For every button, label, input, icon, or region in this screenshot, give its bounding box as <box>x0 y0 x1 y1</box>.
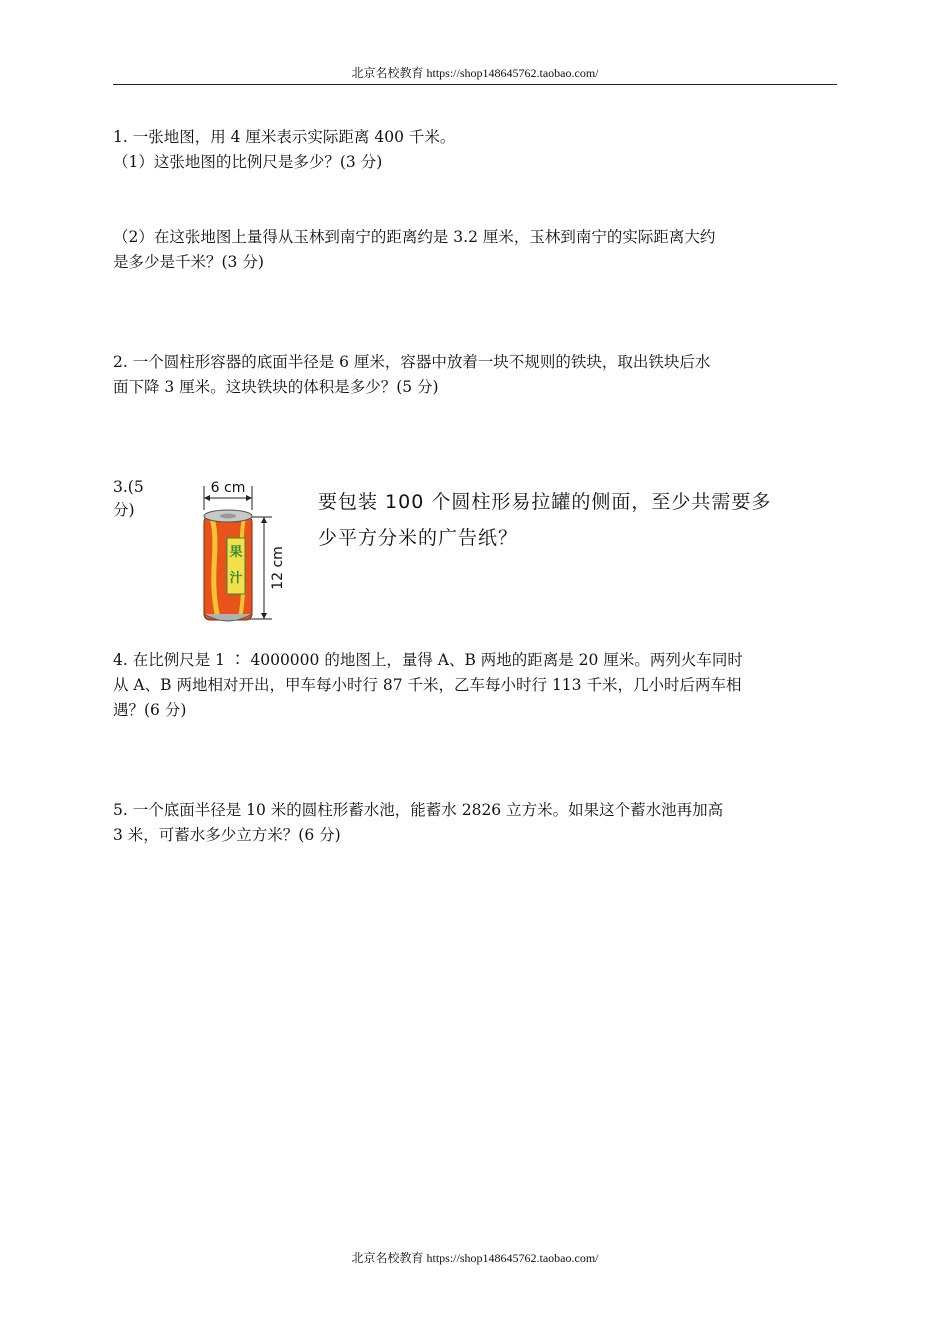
q4-line2: 从 A、B 两地相对开出，甲车每小时行 87 千米，乙车每小时行 113 千米，几小时后两车相 <box>113 676 742 694</box>
page-footer: 北京名校教育 https://shop148645762.taobao.com/ <box>351 1251 599 1265</box>
q1-part2-line2: 是多少是千米？(3 分) <box>113 253 264 271</box>
juice-can-figure <box>190 476 305 636</box>
q2-line1: 2. 一个圆柱形容器的底面半径是 6 厘米，容器中放着一块不规则的铁块，取出铁块后水 <box>113 353 711 371</box>
q3-label <box>113 476 173 522</box>
q5-line1: 5. 一个底面半径是 10 米的圆柱形蓄水池，能蓄水 2826 立方米。如果这个蓄水池再加高 <box>113 801 724 819</box>
height-arrow-top <box>261 517 267 523</box>
q3-label-line1: 3.(5 <box>113 478 144 496</box>
can-pull-tab <box>220 514 236 519</box>
width-arrow-right <box>246 495 252 501</box>
q1-part1: （1）这张地图的比例尺是多少？(3 分) <box>113 153 383 171</box>
q5-line2: 3 米，可蓄水多少立方米？(6 分) <box>113 826 341 844</box>
q4-line3: 遇？(6 分) <box>113 701 187 719</box>
q3-text-line1: 要包装 100 个圆柱形易拉罐的侧面，至少共需要多 <box>318 491 772 513</box>
q4-line1: 4. 在比例尺是 1 ∶ 4000000 的地图上，量得 A、B 两地的距离是 20 厘米。两列火车同时 <box>113 651 743 669</box>
height-label: 12 cm <box>270 546 286 590</box>
q1-stem: 1. 一张地图，用 4 厘米表示实际距离 400 千米。 <box>113 128 456 146</box>
q2-line2: 面下降 3 厘米。这块铁块的体积是多少？(5 分) <box>113 378 439 396</box>
q3-label-line2: 分) <box>113 501 135 519</box>
header-rule <box>113 84 837 85</box>
width-label: 6 cm <box>210 480 246 496</box>
width-arrow-left <box>204 495 210 501</box>
can-text-char-2: 汁 <box>229 571 243 586</box>
page-header: 北京名校教育 https://shop148645762.taobao.com/ <box>351 66 599 80</box>
q3-text-line2: 少平方分米的广告纸？ <box>318 527 519 549</box>
q1-part2-line1: （2）在这张地图上量得从玉林到南宁的距离约是 3.2 厘米，玉林到南宁的实际距离大约 <box>113 228 716 246</box>
height-arrow-bottom <box>261 613 267 619</box>
can-text-char-1: 果 <box>229 545 243 560</box>
